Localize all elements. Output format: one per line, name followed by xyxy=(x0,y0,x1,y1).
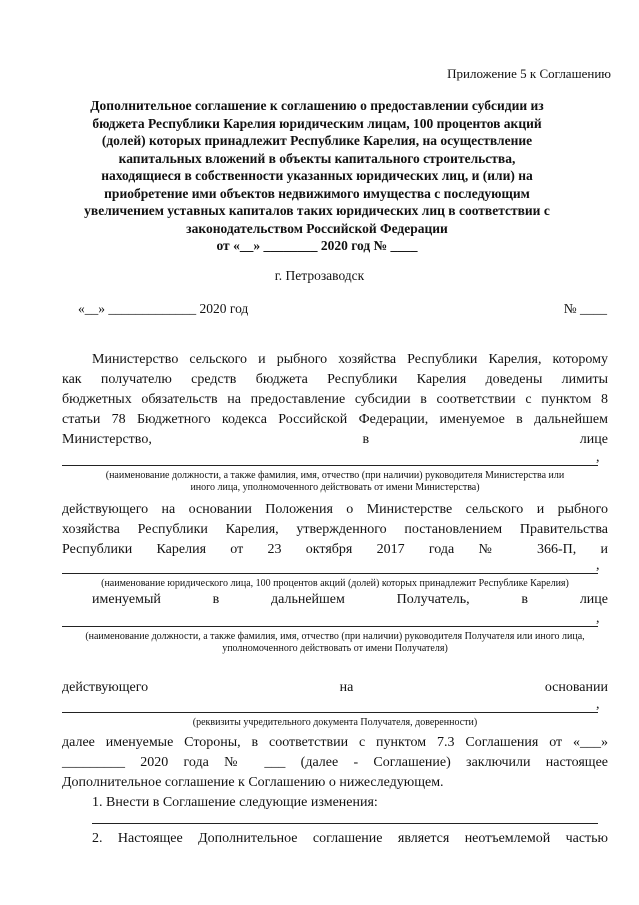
line-comma: , xyxy=(596,611,600,626)
paragraph-line: Дополнительное соглашение к Соглашению о нижеследующем. xyxy=(62,775,444,790)
caption-founding-docs: (реквизиты учредительного документа Получателя, доверенности) xyxy=(192,717,478,728)
fill-line xyxy=(92,823,598,824)
agreement-date: «__» _____________ 2020 год xyxy=(78,301,249,316)
title-line: увеличением уставных капиталов таких юридических лиц в соответствии с xyxy=(84,203,550,218)
title-line: законодательством Российской Федерации xyxy=(186,220,448,236)
paragraph-recipient xyxy=(62,590,608,610)
caption-line: (наименование должности, а также фамилия, имя, отчество (при наличии) руководителя Министерства или xyxy=(105,470,565,481)
paragraph-line: далее именуемые Стороны, в соответствии с пунктом 7.3 Соглашения от «___» xyxy=(62,735,608,750)
clause-2 xyxy=(62,829,608,849)
title-line: приобретение ими объектов недвижимого имущества с последующим xyxy=(104,185,530,201)
paragraph-line: бюджетных обязательств на предоставление субсидии в соответствии с пунктом 8 xyxy=(62,392,608,407)
paragraph-line: _________ 2020 года № ___ (далее - Соглашение) заключили настоящее xyxy=(62,755,608,770)
clause-1 xyxy=(62,793,608,813)
appendix-label: Приложение 5 к Соглашению xyxy=(447,66,611,81)
paragraph-line: действующего на основании xyxy=(62,680,608,695)
line-comma: , xyxy=(596,558,600,573)
caption-line: уполномоченного действовать от имени Получателя) xyxy=(222,643,448,654)
paragraph-line: хозяйства Республики Карелия, утвержденного постановлением Правительства xyxy=(62,522,608,537)
fill-line xyxy=(62,573,598,574)
title-line: капитальных вложений в объекты капитального строительства, xyxy=(118,150,516,166)
caption-legal-entity: (наименование юридического лица, 100 процентов акций (долей) которых принадлежит Республике Карелия) xyxy=(101,578,569,589)
paragraph-parties xyxy=(62,733,608,793)
title-date-line: от «__» ________ 2020 год № ____ xyxy=(216,238,418,253)
paragraph-line: Министерство, в лице xyxy=(62,432,608,447)
paragraph-line: именуемый в дальнейшем Получатель, в лице xyxy=(92,592,608,607)
paragraph-line: Министерство сельского и рыбного хозяйства Республики Карелия, которому xyxy=(92,352,608,367)
paragraph-line: статьи 78 Бюджетного кодекса Российской Федерации, именуемое в дальнейшем xyxy=(62,412,608,427)
fill-line xyxy=(62,626,598,627)
caption-recipient-head xyxy=(62,631,608,655)
caption-line: (наименование должности, а также фамилия, имя, отчество (при наличии) руководителя Получателя или иного лица, xyxy=(85,631,585,642)
city-label: г. Петрозаводск xyxy=(274,268,365,283)
paragraph-basis xyxy=(62,500,608,560)
document-title xyxy=(82,97,552,255)
clause-text: 1. Внести в Соглашение следующие изменения: xyxy=(92,795,378,810)
paragraph-line: как получателю средств бюджета Республики Карелия доведены лимиты xyxy=(62,372,608,387)
paragraph-acting xyxy=(62,678,608,698)
paragraph-line: действующего на основании Положения о Министерстве сельского и рыбного xyxy=(62,502,608,517)
line-comma: , xyxy=(596,450,600,465)
title-line: бюджета Республики Карелия юридическим лицам, 100 процентов акций xyxy=(92,115,542,131)
caption-ministry-head xyxy=(62,470,608,494)
title-line: находящиеся в собственности указанных юридических лиц, и (или) на xyxy=(101,168,533,183)
fill-line xyxy=(62,712,598,713)
caption-line: иного лица, уполномоченного действовать от имени Министерства) xyxy=(190,482,480,493)
line-comma: , xyxy=(596,697,600,712)
clause-text: 2. Настоящее Дополнительное соглашение является неотъемлемой частью xyxy=(92,831,608,846)
paragraph-ministry xyxy=(62,350,608,450)
title-line: Дополнительное соглашение к соглашению о предоставлении субсидии из xyxy=(90,98,544,113)
agreement-number: № ____ xyxy=(563,301,607,316)
paragraph-line: Республики Карелия от 23 октября 2017 года № 366-П, и xyxy=(62,542,608,557)
title-line: (долей) которых принадлежит Республике Карелия, на осуществление xyxy=(101,133,533,148)
fill-line xyxy=(62,465,598,466)
